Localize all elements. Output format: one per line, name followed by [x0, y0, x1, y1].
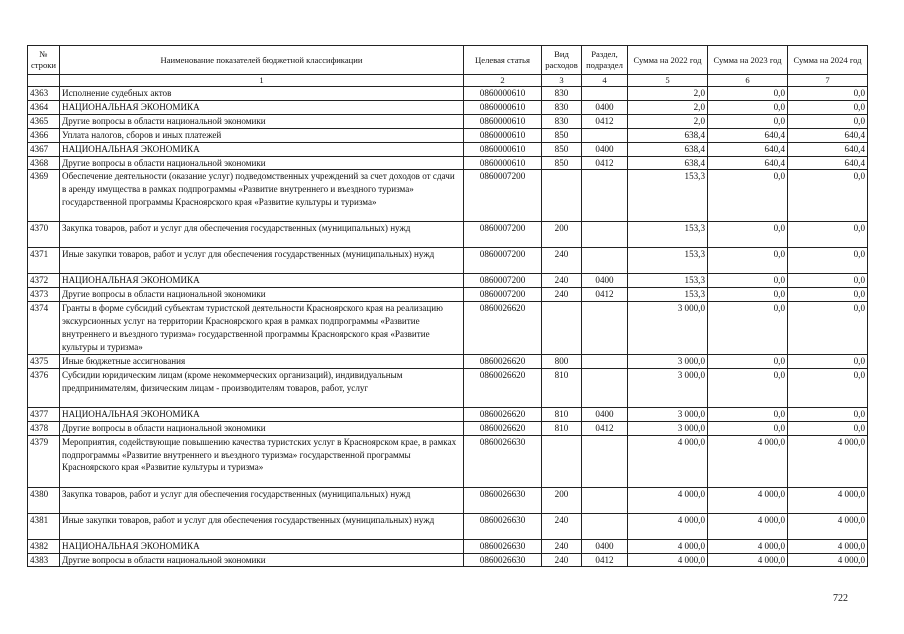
- row-target-article: 0860026620: [464, 368, 542, 407]
- row-expense-kind: 850: [542, 142, 582, 156]
- table-row: [28, 553, 868, 567]
- row-target-article: 0860026630: [464, 513, 542, 539]
- row-section: [582, 128, 628, 142]
- header-sum-2022: Сумма на 2022 год: [628, 46, 708, 75]
- column-number: 3: [542, 75, 582, 87]
- row-sum-2022: 3 000,0: [628, 354, 708, 368]
- row-expense-kind: [542, 170, 582, 222]
- row-expense-kind: 830: [542, 114, 582, 128]
- row-section: 0400: [582, 407, 628, 421]
- row-sum-2023: 4 000,0: [708, 539, 788, 553]
- table-row: [28, 407, 868, 421]
- row-sum-2024: 4 000,0: [788, 513, 868, 539]
- table-row: [28, 354, 868, 368]
- column-number: 5: [628, 75, 708, 87]
- row-sum-2024: 0,0: [788, 114, 868, 128]
- row-sum-2024: 0,0: [788, 302, 868, 355]
- row-section: 0412: [582, 114, 628, 128]
- row-sum-2022: 4 000,0: [628, 539, 708, 553]
- row-sum-2023: 0,0: [708, 100, 788, 114]
- header-row: [28, 46, 868, 75]
- row-sum-2022: 3 000,0: [628, 407, 708, 421]
- header-sum-2024: Сумма на 2024 год: [788, 46, 868, 75]
- row-sum-2022: 153,3: [628, 274, 708, 288]
- row-sum-2024: 0,0: [788, 87, 868, 101]
- row-expense-kind: 810: [542, 421, 582, 435]
- row-sum-2023: 4 000,0: [708, 513, 788, 539]
- table-row: [28, 87, 868, 101]
- row-name: Субсидии юридическим лицам (кроме некоммерческих организаций), индивидуальным предпринимателям, физическим лицам - производителям товаров, работ, услуг: [60, 368, 464, 407]
- row-sum-2023: 4 000,0: [708, 435, 788, 487]
- row-sum-2024: 0,0: [788, 222, 868, 248]
- row-section: [582, 87, 628, 101]
- row-sum-2022: 638,4: [628, 142, 708, 156]
- row-number: 4369: [28, 170, 60, 222]
- row-target-article: 0860007200: [464, 288, 542, 302]
- row-sum-2023: 0,0: [708, 114, 788, 128]
- row-sum-2024: 640,4: [788, 142, 868, 156]
- table-row: [28, 100, 868, 114]
- row-sum-2023: 4 000,0: [708, 487, 788, 513]
- row-name: НАЦИОНАЛЬНАЯ ЭКОНОМИКА: [60, 142, 464, 156]
- row-sum-2022: 638,4: [628, 128, 708, 142]
- table-row: [28, 288, 868, 302]
- row-expense-kind: 240: [542, 539, 582, 553]
- row-sum-2024: 0,0: [788, 170, 868, 222]
- row-sum-2022: 2,0: [628, 87, 708, 101]
- table-row: [28, 302, 868, 355]
- row-target-article: 0860026630: [464, 539, 542, 553]
- row-sum-2024: 0,0: [788, 274, 868, 288]
- row-sum-2022: 4 000,0: [628, 513, 708, 539]
- column-number: 6: [708, 75, 788, 87]
- column-number: 1: [60, 75, 464, 87]
- row-target-article: 0860000610: [464, 114, 542, 128]
- table-row: [28, 156, 868, 170]
- row-sum-2022: 4 000,0: [628, 435, 708, 487]
- row-section: [582, 368, 628, 407]
- row-name: НАЦИОНАЛЬНАЯ ЭКОНОМИКА: [60, 274, 464, 288]
- row-section: 0400: [582, 142, 628, 156]
- row-number: 4367: [28, 142, 60, 156]
- row-target-article: 0860026630: [464, 435, 542, 487]
- table-row: [28, 513, 868, 539]
- row-number: 4374: [28, 302, 60, 355]
- row-sum-2023: 0,0: [708, 288, 788, 302]
- column-number: 4: [582, 75, 628, 87]
- row-name: Иные закупки товаров, работ и услуг для обеспечения государственных (муниципальных) нужд: [60, 248, 464, 274]
- row-sum-2023: 640,4: [708, 156, 788, 170]
- row-expense-kind: 830: [542, 87, 582, 101]
- header-target: Целевая статья: [464, 46, 542, 75]
- row-sum-2023: 0,0: [708, 87, 788, 101]
- row-sum-2022: 153,3: [628, 170, 708, 222]
- row-number: 4365: [28, 114, 60, 128]
- row-name: Исполнение судебных актов: [60, 87, 464, 101]
- row-sum-2023: 4 000,0: [708, 553, 788, 567]
- table-row: [28, 128, 868, 142]
- row-target-article: 0860000610: [464, 142, 542, 156]
- row-name: НАЦИОНАЛЬНАЯ ЭКОНОМИКА: [60, 539, 464, 553]
- row-sum-2022: 3 000,0: [628, 368, 708, 407]
- row-target-article: 0860007200: [464, 170, 542, 222]
- row-sum-2023: 0,0: [708, 222, 788, 248]
- row-section: 0400: [582, 274, 628, 288]
- row-section: 0412: [582, 421, 628, 435]
- table-row: [28, 435, 868, 487]
- row-section: 0412: [582, 288, 628, 302]
- row-expense-kind: 850: [542, 156, 582, 170]
- row-sum-2024: 0,0: [788, 248, 868, 274]
- row-target-article: 0860007200: [464, 222, 542, 248]
- row-number: 4372: [28, 274, 60, 288]
- row-number: 4382: [28, 539, 60, 553]
- row-name: Другие вопросы в области национальной экономики: [60, 156, 464, 170]
- row-target-article: 0860026620: [464, 407, 542, 421]
- row-name: Другие вопросы в области национальной экономики: [60, 553, 464, 567]
- row-expense-kind: [542, 435, 582, 487]
- row-section: 0412: [582, 156, 628, 170]
- row-target-article: 0860026630: [464, 553, 542, 567]
- row-sum-2023: 0,0: [708, 354, 788, 368]
- row-expense-kind: 240: [542, 513, 582, 539]
- row-section: [582, 302, 628, 355]
- row-name: Закупка товаров, работ и услуг для обеспечения государственных (муниципальных) нужд: [60, 487, 464, 513]
- row-sum-2023: 0,0: [708, 302, 788, 355]
- row-sum-2023: 0,0: [708, 170, 788, 222]
- row-sum-2022: 4 000,0: [628, 487, 708, 513]
- header-row-no: № строки: [28, 46, 60, 75]
- row-sum-2024: 0,0: [788, 100, 868, 114]
- row-section: 0412: [582, 553, 628, 567]
- row-expense-kind: 200: [542, 222, 582, 248]
- row-section: [582, 222, 628, 248]
- row-name: НАЦИОНАЛЬНАЯ ЭКОНОМИКА: [60, 100, 464, 114]
- row-name: Другие вопросы в области национальной экономики: [60, 288, 464, 302]
- row-sum-2022: 3 000,0: [628, 302, 708, 355]
- page-number: 722: [833, 593, 848, 604]
- row-name: Мероприятия, содействующие повышению качества туристских услуг в Красноярском крае, в рамках подпрограммы «Развитие внутреннего и въездного туризма» государственной программы Красноярского края «Развитие культуры и туризма»: [60, 435, 464, 487]
- row-name: Иные закупки товаров, работ и услуг для обеспечения государственных (муниципальных) нужд: [60, 513, 464, 539]
- row-number: 4373: [28, 288, 60, 302]
- row-sum-2022: 638,4: [628, 156, 708, 170]
- row-expense-kind: 240: [542, 553, 582, 567]
- row-number: 4370: [28, 222, 60, 248]
- row-section: [582, 248, 628, 274]
- row-number: 4364: [28, 100, 60, 114]
- table-row: [28, 142, 868, 156]
- row-section: 0400: [582, 100, 628, 114]
- row-target-article: 0860026620: [464, 354, 542, 368]
- table-row: [28, 114, 868, 128]
- row-section: [582, 170, 628, 222]
- header-name: Наименование показателей бюджетной классификации: [60, 46, 464, 75]
- row-sum-2022: 2,0: [628, 114, 708, 128]
- row-expense-kind: 850: [542, 128, 582, 142]
- row-target-article: 0860000610: [464, 156, 542, 170]
- table-row: [28, 274, 868, 288]
- row-sum-2022: 153,3: [628, 248, 708, 274]
- row-expense-kind: 240: [542, 248, 582, 274]
- row-number: 4368: [28, 156, 60, 170]
- row-sum-2024: 4 000,0: [788, 435, 868, 487]
- row-sum-2024: 4 000,0: [788, 487, 868, 513]
- row-name: Уплата налогов, сборов и иных платежей: [60, 128, 464, 142]
- row-expense-kind: 810: [542, 368, 582, 407]
- row-section: 0400: [582, 539, 628, 553]
- row-number: 4379: [28, 435, 60, 487]
- row-expense-kind: 240: [542, 288, 582, 302]
- budget-table: [27, 45, 868, 567]
- row-target-article: 0860026620: [464, 302, 542, 355]
- row-sum-2024: 0,0: [788, 407, 868, 421]
- header-sum-2023: Сумма на 2023 год: [708, 46, 788, 75]
- row-sum-2024: 640,4: [788, 128, 868, 142]
- row-number: 4377: [28, 407, 60, 421]
- row-target-article: 0860007200: [464, 274, 542, 288]
- row-number: 4381: [28, 513, 60, 539]
- row-sum-2022: 153,3: [628, 288, 708, 302]
- row-number: 4380: [28, 487, 60, 513]
- row-number: 4371: [28, 248, 60, 274]
- table-body: [28, 87, 868, 567]
- row-section: [582, 354, 628, 368]
- row-section: [582, 435, 628, 487]
- row-expense-kind: 240: [542, 274, 582, 288]
- row-name: Другие вопросы в области национальной экономики: [60, 421, 464, 435]
- row-sum-2022: 153,3: [628, 222, 708, 248]
- row-sum-2023: 0,0: [708, 274, 788, 288]
- row-sum-2024: 4 000,0: [788, 553, 868, 567]
- row-section: [582, 487, 628, 513]
- row-target-article: 0860000610: [464, 128, 542, 142]
- row-sum-2023: 640,4: [708, 128, 788, 142]
- table-row: [28, 248, 868, 274]
- row-target-article: 0860007200: [464, 248, 542, 274]
- row-sum-2023: 640,4: [708, 142, 788, 156]
- column-number: 7: [788, 75, 868, 87]
- row-expense-kind: 830: [542, 100, 582, 114]
- row-sum-2024: 0,0: [788, 368, 868, 407]
- row-sum-2024: 0,0: [788, 421, 868, 435]
- row-sum-2024: 640,4: [788, 156, 868, 170]
- row-sum-2024: 0,0: [788, 354, 868, 368]
- row-sum-2023: 0,0: [708, 421, 788, 435]
- table-row: [28, 487, 868, 513]
- row-expense-kind: 200: [542, 487, 582, 513]
- row-number: 4366: [28, 128, 60, 142]
- row-number: 4363: [28, 87, 60, 101]
- row-target-article: 0860000610: [464, 87, 542, 101]
- row-sum-2024: 4 000,0: [788, 539, 868, 553]
- row-target-article: 0860000610: [464, 100, 542, 114]
- row-sum-2024: 0,0: [788, 288, 868, 302]
- row-name: Другие вопросы в области национальной экономики: [60, 114, 464, 128]
- row-section: [582, 513, 628, 539]
- row-name: Обеспечение деятельности (оказание услуг) подведомственных учреждений за счет доходов от сдачи в аренду имущества в рамках подпрограммы «Развитие внутреннего и въездного туризма» государственной программы Красноярского края «Развитие культуры и туризма»: [60, 170, 464, 222]
- row-number: 4376: [28, 368, 60, 407]
- row-number: 4378: [28, 421, 60, 435]
- table-row: [28, 539, 868, 553]
- row-name: Гранты в форме субсидий субъектам туристской деятельности Красноярского края на реализацию экскурсионных услуг на территории Красноярского края в рамках подпрограммы «Развитие внутреннего и въездного туризма» государственной программы Красноярского края «Развитие культуры и туризма»: [60, 302, 464, 355]
- row-expense-kind: 800: [542, 354, 582, 368]
- row-target-article: 0860026620: [464, 421, 542, 435]
- row-target-article: 0860026630: [464, 487, 542, 513]
- header-kind: Вид расходов: [542, 46, 582, 75]
- row-sum-2023: 0,0: [708, 368, 788, 407]
- row-sum-2022: 4 000,0: [628, 553, 708, 567]
- column-number-row: [28, 75, 868, 87]
- table-row: [28, 170, 868, 222]
- row-sum-2023: 0,0: [708, 248, 788, 274]
- row-name: НАЦИОНАЛЬНАЯ ЭКОНОМИКА: [60, 407, 464, 421]
- row-name: Закупка товаров, работ и услуг для обеспечения государственных (муниципальных) нужд: [60, 222, 464, 248]
- column-number: [28, 75, 60, 87]
- row-sum-2023: 0,0: [708, 407, 788, 421]
- row-expense-kind: [542, 302, 582, 355]
- row-name: Иные бюджетные ассигнования: [60, 354, 464, 368]
- row-sum-2022: 2,0: [628, 100, 708, 114]
- row-expense-kind: 810: [542, 407, 582, 421]
- table-row: [28, 222, 868, 248]
- table-row: [28, 368, 868, 407]
- row-sum-2022: 3 000,0: [628, 421, 708, 435]
- column-number: 2: [464, 75, 542, 87]
- table-row: [28, 421, 868, 435]
- row-number: 4375: [28, 354, 60, 368]
- row-number: 4383: [28, 553, 60, 567]
- header-section: Раздел, подраздел: [582, 46, 628, 75]
